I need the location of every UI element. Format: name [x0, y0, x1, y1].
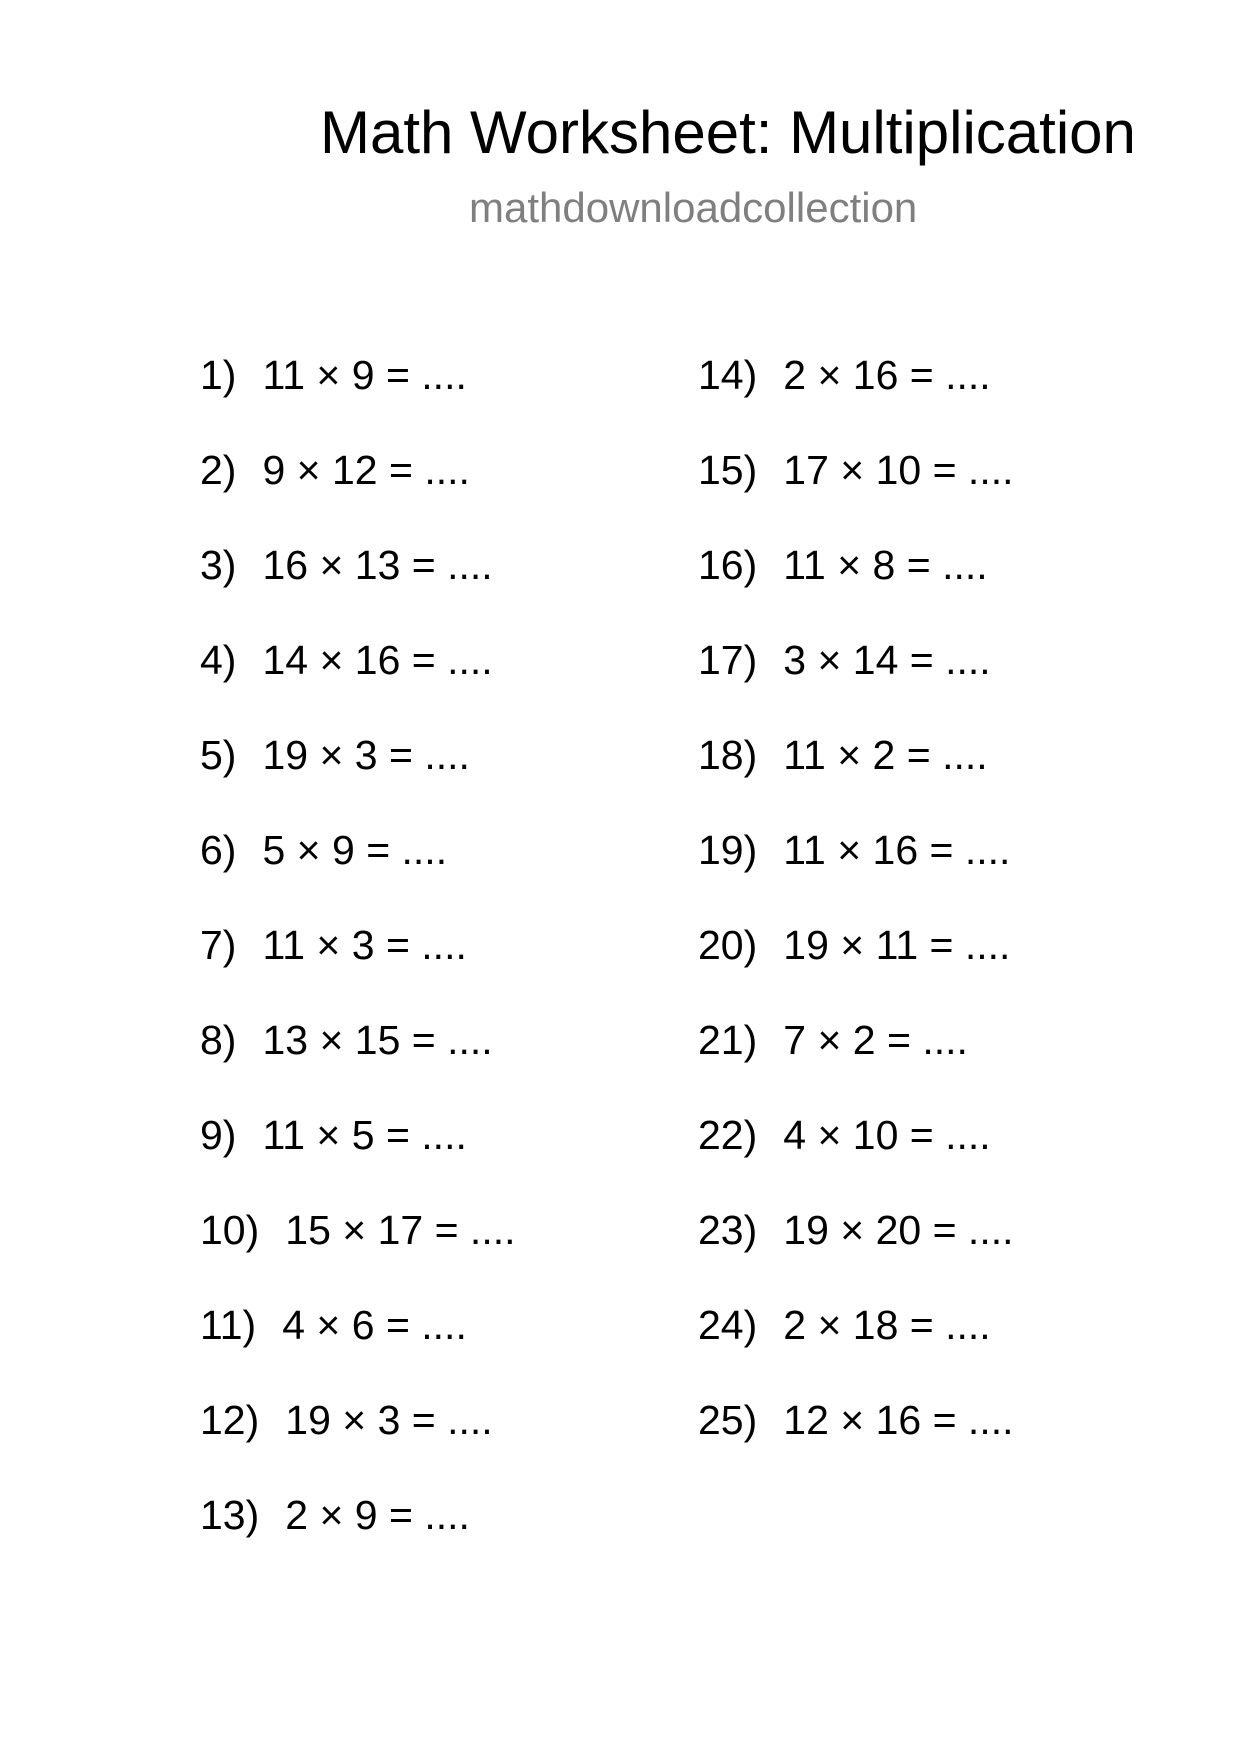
problem-item — [698, 540, 1178, 635]
problem-number: 10) — [200, 1207, 260, 1253]
problem-expression: 2 × 16 = .... — [783, 352, 991, 398]
problem-number: 23) — [698, 1207, 758, 1253]
problem-item — [698, 445, 1178, 540]
problem-column-left — [200, 350, 680, 1585]
problem-item — [200, 1110, 680, 1205]
problem-expression: 15 × 17 = .... — [285, 1207, 516, 1253]
problem-item — [200, 1395, 680, 1490]
problem-expression: 11 × 8 = .... — [783, 542, 988, 588]
problem-item — [698, 635, 1178, 730]
problem-number: 14) — [698, 352, 758, 398]
problem-item — [200, 920, 680, 1015]
problem-item — [698, 350, 1178, 445]
problem-item — [698, 1110, 1178, 1205]
problem-item — [698, 730, 1178, 825]
problem-item — [698, 1205, 1178, 1300]
problem-expression: 19 × 3 = .... — [262, 732, 470, 778]
problem-number: 6) — [200, 827, 237, 873]
problem-item — [200, 1015, 680, 1110]
problem-item — [200, 1205, 680, 1300]
problem-item — [200, 730, 680, 825]
problem-item — [200, 825, 680, 920]
problem-item — [200, 1300, 680, 1395]
problem-expression: 19 × 20 = .... — [783, 1207, 1014, 1253]
problem-expression: 11 × 2 = .... — [783, 732, 988, 778]
problem-number: 20) — [698, 922, 758, 968]
problem-expression: 2 × 9 = .... — [285, 1492, 470, 1538]
problem-expression: 7 × 2 = .... — [783, 1017, 968, 1063]
problem-expression: 11 × 16 = .... — [783, 827, 1011, 873]
problem-number: 5) — [200, 732, 237, 778]
problem-expression: 2 × 18 = .... — [783, 1302, 991, 1348]
problem-item — [200, 1490, 680, 1585]
problem-number: 15) — [698, 447, 758, 493]
problem-number: 9) — [200, 1112, 237, 1158]
problem-number: 21) — [698, 1017, 758, 1063]
problem-expression: 14 × 16 = .... — [262, 637, 493, 683]
problem-number: 22) — [698, 1112, 758, 1158]
problem-number: 19) — [698, 827, 758, 873]
problem-number: 11) — [200, 1302, 257, 1348]
problem-number: 4) — [200, 637, 237, 683]
problem-expression: 16 × 13 = .... — [262, 542, 493, 588]
problem-expression: 13 × 15 = .... — [262, 1017, 493, 1063]
problem-item — [200, 445, 680, 540]
problem-item — [698, 1395, 1178, 1490]
page-subtitle: mathdownloadcollection — [469, 184, 918, 231]
problem-item — [698, 825, 1178, 920]
problem-number: 12) — [200, 1397, 260, 1443]
problem-number: 13) — [200, 1492, 260, 1538]
problem-expression: 11 × 9 = .... — [262, 352, 467, 398]
problem-number: 18) — [698, 732, 758, 778]
problem-item — [200, 635, 680, 730]
problem-number: 25) — [698, 1397, 758, 1443]
problem-number: 16) — [698, 542, 758, 588]
problem-item — [698, 920, 1178, 1015]
problem-item — [698, 1300, 1178, 1395]
problem-number: 2) — [200, 447, 237, 493]
problem-number: 3) — [200, 542, 237, 588]
problem-item — [200, 350, 680, 445]
problem-number: 8) — [200, 1017, 237, 1063]
problem-expression: 11 × 5 = .... — [262, 1112, 467, 1158]
problem-expression: 9 × 12 = .... — [262, 447, 470, 493]
page-title: Math Worksheet: Multiplication — [320, 99, 1136, 166]
problem-number: 24) — [698, 1302, 758, 1348]
problem-expression: 19 × 3 = .... — [285, 1397, 493, 1443]
problem-expression: 3 × 14 = .... — [783, 637, 991, 683]
problem-expression: 4 × 6 = .... — [282, 1302, 467, 1348]
problem-item — [200, 540, 680, 635]
problem-expression: 4 × 10 = .... — [783, 1112, 991, 1158]
problem-number: 7) — [200, 922, 237, 968]
problem-expression: 11 × 3 = .... — [262, 922, 467, 968]
problem-number: 17) — [698, 637, 758, 683]
problem-number: 1) — [200, 352, 237, 398]
problem-expression: 12 × 16 = .... — [783, 1397, 1014, 1443]
problem-column-right — [698, 350, 1178, 1490]
problem-expression: 19 × 11 = .... — [783, 922, 1011, 968]
problem-expression: 5 × 9 = .... — [262, 827, 448, 873]
problem-item — [698, 1015, 1178, 1110]
problem-expression: 17 × 10 = .... — [783, 447, 1014, 493]
